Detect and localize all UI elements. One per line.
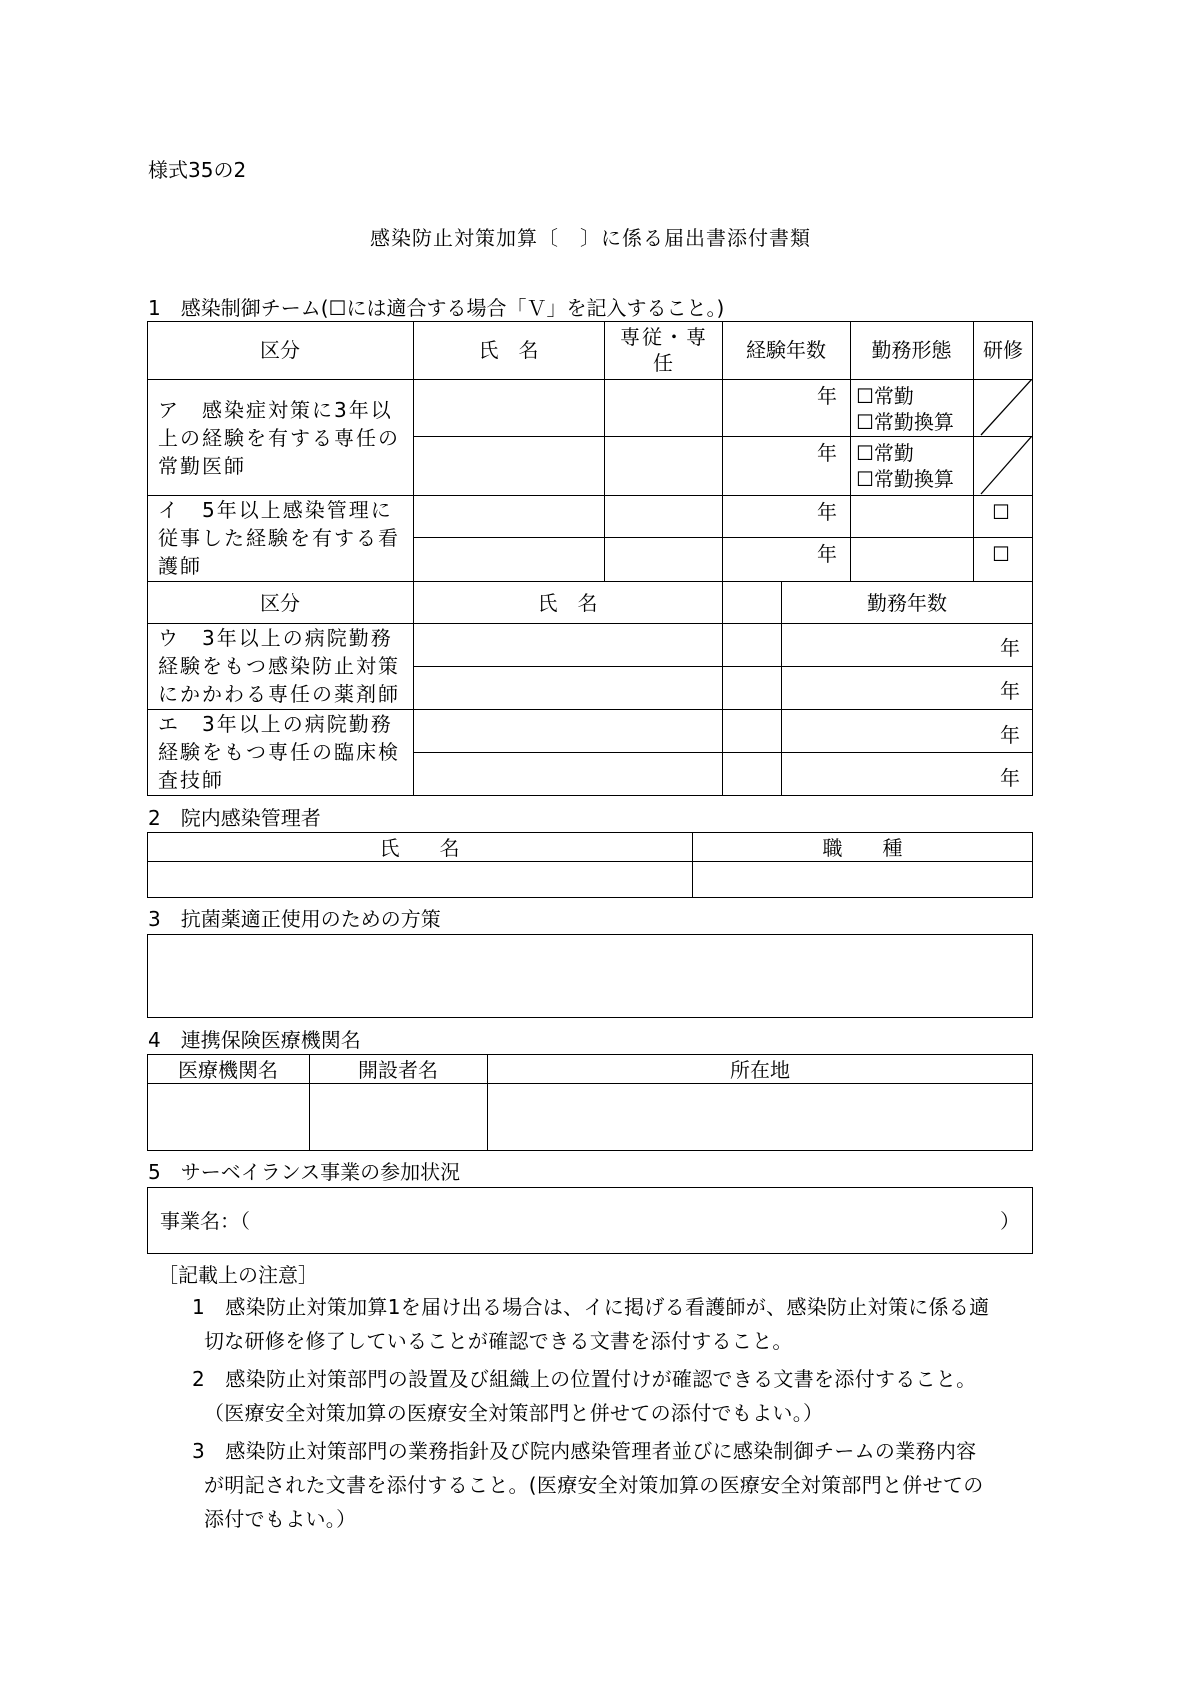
year-unit: 年 <box>817 542 837 566</box>
project-name-label: 事業名：（ <box>160 1209 250 1233</box>
section1-heading: 1 感染制御チーム(☐には適合する場合「Ｖ」を記入すること。) <box>148 296 725 320</box>
notes-heading: ［記載上の注意］ <box>158 1263 318 1287</box>
header-work-style: 勤務形態 <box>871 338 952 362</box>
work-equivalent-checkbox[interactable]: ☐常勤換算 <box>856 467 954 491</box>
year-unit: 年 <box>817 500 837 524</box>
row-i-label: イ 5年以上感染管理に従事した経験を有する看護師 <box>158 498 400 578</box>
note-3-line-3: 添付でもよい。） <box>204 1507 357 1531</box>
header-category: 区分 <box>260 591 300 615</box>
form-number: 様式35の2 <box>148 158 247 182</box>
diagonal-slash <box>973 436 1033 495</box>
row-e-label: エ 3年以上の病院勤務経験をもつ専任の臨床検査技師 <box>158 712 400 792</box>
header-founder-name: 開設者名 <box>358 1058 438 1082</box>
year-unit: 年 <box>817 384 837 408</box>
work-full-time-checkbox[interactable]: ☐常勤 <box>856 384 914 408</box>
year-unit: 年 <box>1000 723 1020 747</box>
diagonal-slash <box>973 379 1033 436</box>
note-3-line-2: が明記された文書を添付すること。(医療安全対策加算の医療安全対策部門と併せての <box>204 1473 984 1497</box>
section2-heading: 2 院内感染管理者 <box>148 806 321 830</box>
year-unit: 年 <box>1000 636 1020 660</box>
header-institution-name: 医療機関名 <box>178 1058 278 1082</box>
row-a-label: ア 感染症対策に3年以上の経験を有する専任の常勤医師 <box>158 398 400 478</box>
project-name-close: ） <box>1000 1209 1020 1233</box>
section5-heading: 5 サーベイランス事業の参加状況 <box>148 1160 461 1184</box>
note-2-line-2: （医療安全対策加算の医療安全対策部門と併せての添付でもよい。） <box>204 1401 824 1425</box>
header-service-years: 勤務年数 <box>867 591 947 615</box>
header-name: 氏 名 <box>537 591 598 615</box>
section4-heading: 4 連携保険医療機関名 <box>148 1028 361 1052</box>
year-unit: 年 <box>1000 766 1020 790</box>
header-address: 所在地 <box>730 1058 790 1082</box>
note-2-line-1: 2 感染防止対策部門の設置及び組織上の位置付けが確認できる文書を添付すること。 <box>192 1367 977 1391</box>
header-category: 区分 <box>260 338 300 362</box>
header-name: 氏 名 <box>379 836 460 860</box>
header-experience-years: 経験年数 <box>746 338 826 362</box>
section3-heading: 3 抗菌薬適正使用のための方策 <box>148 907 441 931</box>
row-u-label: ウ 3年以上の病院勤務経験をもつ感染防止対策にかかわる専任の薬剤師 <box>158 626 400 706</box>
work-full-time-checkbox[interactable]: ☐常勤 <box>856 441 914 465</box>
antimicrobial-policy-box[interactable] <box>147 934 1033 1018</box>
document-title: 感染防止対策加算〔 〕に係る届出書添付書類 <box>370 226 811 250</box>
training-checkbox[interactable]: ☐ <box>992 542 1010 566</box>
training-checkbox[interactable]: ☐ <box>992 500 1010 524</box>
header-dedicated: 専従・専任 <box>620 325 708 375</box>
work-equivalent-checkbox[interactable]: ☐常勤換算 <box>856 410 954 434</box>
year-unit: 年 <box>817 441 837 465</box>
note-1-line-1: 1 感染防止対策加算1を届け出る場合は、イに掲げる看護師が、感染防止対策に係る適 <box>192 1295 990 1319</box>
header-name: 氏 名 <box>478 338 539 362</box>
header-training: 研修 <box>983 338 1023 362</box>
year-unit: 年 <box>1000 679 1020 703</box>
note-1-line-2: 切な研修を修了していることが確認できる文書を添付すること。 <box>204 1329 793 1353</box>
header-job-type: 職 種 <box>822 836 903 860</box>
note-3-line-1: 3 感染防止対策部門の業務指針及び院内感染管理者並びに感染制御チームの業務内容 <box>192 1439 977 1463</box>
